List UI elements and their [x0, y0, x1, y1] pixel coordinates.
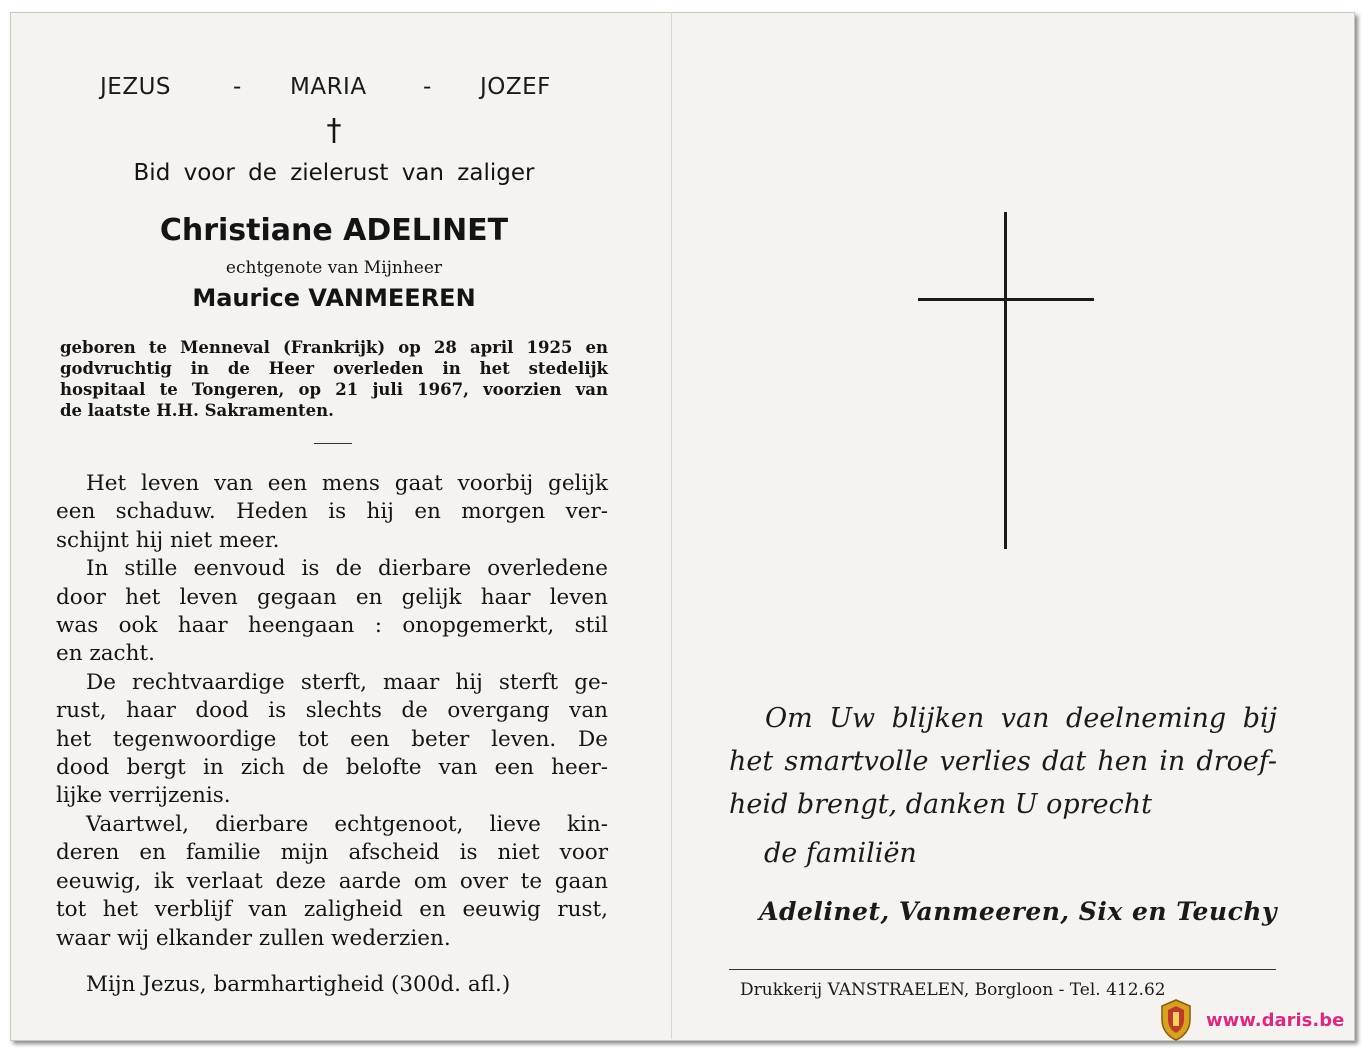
- card-fold-line: [671, 12, 672, 1039]
- text-line: Vaartwel, dierbare echtgenoot, lieve kin-: [86, 811, 608, 837]
- header-jozef: JOZEF: [480, 74, 551, 100]
- thanks-line: het smartvolle verlies dat hen in droef-: [729, 746, 1277, 777]
- text-line: het tegenwoordige tot een beter leven. De: [56, 726, 608, 752]
- text-line: was ook haar heengaan : onopgemerkt, stil: [56, 613, 608, 639]
- families-label: de familiën: [764, 838, 917, 869]
- text-line: De rechtvaardige sterft, maar hij sterft ge-: [86, 669, 608, 695]
- thanks-line: heid brengt, danken U oprecht: [729, 789, 1152, 820]
- closing-prayer: Mijn Jezus, barmhartigheid (300d. afl.): [86, 972, 511, 997]
- small-cross-icon: †: [326, 113, 342, 148]
- large-cross-icon-bar: [918, 298, 1094, 301]
- header-dash: -: [423, 74, 432, 100]
- header-jezus: JEZUS: [100, 74, 172, 100]
- bio-line: hospitaal te Tongeren, op 21 juli 1967, voorzien van: [60, 380, 608, 399]
- text-line: schijnt hij niet meer.: [56, 527, 280, 553]
- text-line: een schaduw. Heden is hij en morgen ver-: [56, 499, 608, 525]
- text-line: door het leven gegaan en gelijk haar leven: [56, 584, 608, 610]
- printer-divider: [729, 969, 1276, 970]
- text-line: en zacht.: [56, 641, 155, 667]
- family-names: Adelinet, Vanmeeren, Six en Teuchy: [759, 897, 1277, 926]
- printer-credit: Drukkerij VANSTRAELEN, Borgloon - Tel. 412.62: [740, 980, 1166, 1000]
- text-line: eeuwig, ik verlaat deze aarde om over te gaan: [56, 868, 608, 894]
- biography: [60, 337, 608, 421]
- text-line: Het leven van een mens gaat voorbij gelijk: [86, 471, 608, 496]
- text-line: waar wij elkander zullen wederzien.: [56, 925, 451, 951]
- bio-line: geboren te Menneval (Frankrijk) op 28 april 1925 en: [60, 338, 608, 357]
- text-line: In stille eenvoud is de dierbare overledene: [86, 556, 608, 582]
- memorial-text: [56, 470, 608, 953]
- crest-icon: [1158, 998, 1194, 1042]
- spouse-label: echtgenote van Mijnheer: [225, 258, 443, 278]
- text-line: rust, haar dood is slechts de overgang van: [56, 698, 608, 724]
- bio-line: godvruchtig in de Heer overleden in het stedelijk: [60, 359, 608, 378]
- watermark-text: www.daris.be: [1206, 1009, 1345, 1031]
- text-line: deren en familie mijn afscheid is niet voor: [56, 840, 608, 866]
- spouse-name: Maurice VANMEEREN: [192, 284, 476, 312]
- header-maria: MARIA: [290, 74, 367, 100]
- text-line: tot het verblijf van zaligheid en eeuwig rust,: [56, 897, 608, 923]
- large-cross-icon: [1004, 212, 1007, 549]
- watermark: [1158, 996, 1344, 1044]
- thanks-message: [729, 697, 1277, 826]
- section-divider: [314, 443, 352, 444]
- text-line: lijke verrijzenis.: [56, 783, 231, 809]
- prayer-line: Bid voor de zielerust van zaliger: [133, 160, 535, 186]
- thanks-line: Om Uw blijken van deelneming bij: [765, 703, 1277, 734]
- deceased-name: Christiane ADELINET: [159, 213, 509, 248]
- text-line: dood bergt in zich de belofte van een heer-: [56, 755, 608, 781]
- header-dash: -: [233, 74, 242, 100]
- bio-line: de laatste H.H. Sakramenten.: [60, 401, 334, 420]
